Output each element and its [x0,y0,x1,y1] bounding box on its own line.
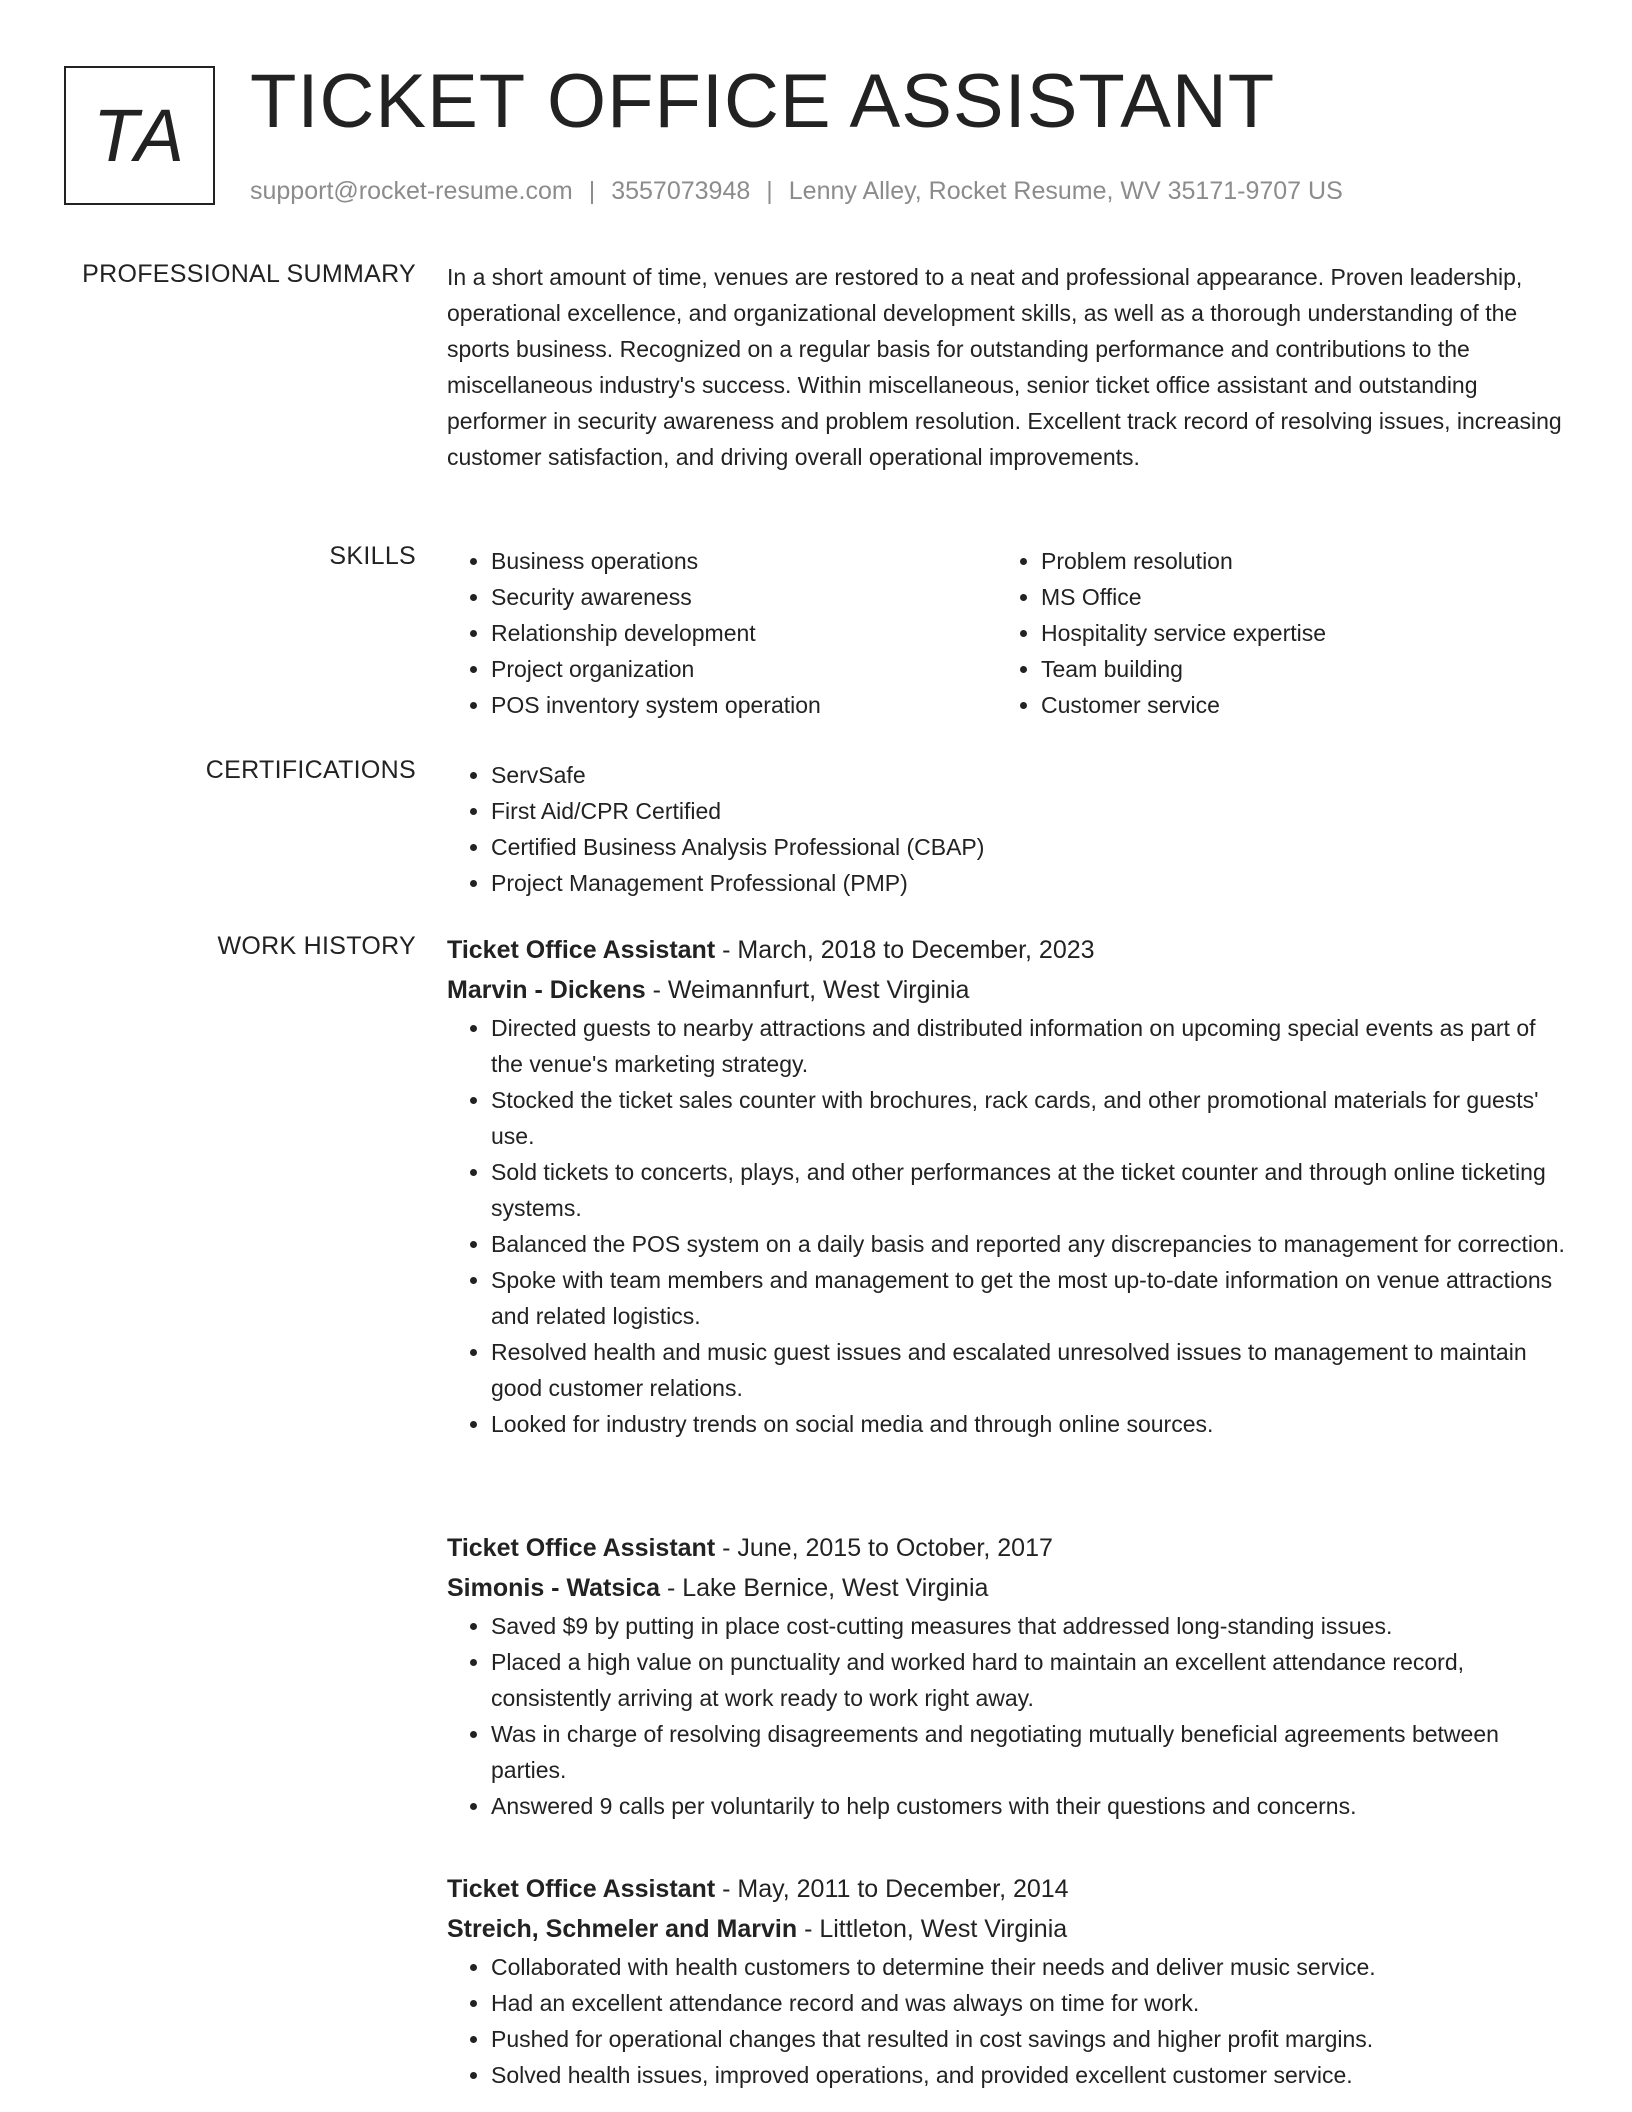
job-entry [447,1869,1567,2093]
contact-separator: | [588,177,596,205]
certification-item: • First Aid/CPR Certified [491,793,1567,829]
job-role-line [447,930,1567,970]
certification-item: • Certified Business Analysis Professional (CBAP) [491,829,1567,865]
skill-item: • Hospitality service expertise [1041,615,1557,651]
job-company-line [447,1909,1567,1949]
job-duties-list [447,1949,1567,2093]
job-dates: - June, 2015 to October, 2017 [715,1534,1053,1562]
job-duty-item: • Spoke with team members and management to get the most up-to-date information on venue attractions and related logistics. [491,1262,1567,1334]
job-entry [447,930,1567,1442]
skill-item: • Business operations [491,543,997,579]
job-duty-item: • Balanced the POS system on a daily basis and reported any discrepancies to management for correction. [491,1226,1567,1262]
job-dates: - March, 2018 to December, 2023 [715,936,1095,964]
job-dates: - May, 2011 to December, 2014 [715,1875,1069,1903]
section-title-work-history: WORK HISTORY [217,932,416,960]
contact-separator: | [766,177,773,205]
job-duty-item: • Answered 9 calls per voluntarily to help customers with their questions and concerns. [491,1788,1567,1824]
job-location: - Littleton, West Virginia [797,1915,1068,1943]
contact-line [250,174,1343,208]
job-company: Simonis - Watsica [447,1574,661,1602]
job-role: Ticket Office Assistant [447,1875,716,1903]
contact-phone: 3557073948 [611,177,751,205]
job-entry [447,1528,1567,1824]
monogram-logo: TA [64,66,215,205]
certifications-section [447,757,1567,901]
skills-section [447,543,1567,723]
job-company: Marvin - Dickens [447,976,646,1004]
job-company-line [447,1568,1567,1608]
certification-item: • Project Management Professional (PMP) [491,865,1567,901]
job-duty-item: • Stocked the ticket sales counter with brochures, rack cards, and other promotional materials for guests' use. [491,1082,1567,1154]
job-duty-item: • Collaborated with health customers to determine their needs and deliver music service. [491,1949,1567,1985]
skills-list-left [447,543,997,723]
job-duties-list [447,1608,1567,1824]
job-company-line [447,970,1567,1010]
skill-item: • Security awareness [491,579,997,615]
resume-title: TICKET OFFICE ASSISTANT [250,59,1276,144]
job-duty-item: • Solved health issues, improved operations, and provided excellent customer service. [491,2057,1567,2093]
job-role-line [447,1528,1567,1568]
contact-address: Lenny Alley, Rocket Resume, WV 35171-9707 US [788,177,1343,205]
job-role-line [447,1869,1567,1909]
job-location: - Lake Bernice, West Virginia [660,1574,989,1602]
job-role: Ticket Office Assistant [447,1534,716,1562]
job-duty-item: • Saved $9 by putting in place cost-cutting measures that addressed long-standing issues. [491,1608,1567,1644]
job-duty-item: • Directed guests to nearby attractions and distributed information on upcoming special events as part of the venue's marketing strategy. [491,1010,1567,1082]
section-title-certifications: CERTIFICATIONS [205,756,416,784]
contact-email: support@rocket-resume.com [250,177,573,205]
section-title-skills: SKILLS [329,542,416,570]
skill-item: • Team building [1041,651,1557,687]
job-location: - Weimannfurt, West Virginia [645,976,970,1004]
job-duty-item: • Sold tickets to concerts, plays, and other performances at the ticket counter and through online ticketing systems. [491,1154,1567,1226]
certification-item: • ServSafe [491,757,1567,793]
job-duty-item: • Looked for industry trends on social media and through online sources. [491,1406,1567,1442]
certifications-list [447,757,1567,901]
job-duty-item: • Pushed for operational changes that resulted in cost savings and higher profit margins. [491,2021,1567,2057]
skill-item: • Problem resolution [1041,543,1557,579]
job-role: Ticket Office Assistant [447,936,716,964]
job-duties-list [447,1010,1567,1442]
summary-text: In a short amount of time, venues are restored to a neat and professional appearance. Proven leadership, operational excellence, and organizational development skills, as well as a thorough understanding of the sports business. Recognized on a regular basis for outstanding performance and contributions to the miscellaneous industry's success. Within miscellaneous, senior ticket office assistant and outstanding performer in security awareness and problem resolution. Excellent track record of resolving issues, increasing customer satisfaction, and driving overall operational improvements. [447,264,1562,470]
skill-item: • Project organization [491,651,997,687]
skill-item: • Customer service [1041,687,1557,723]
section-title-summary: PROFESSIONAL SUMMARY [82,260,416,288]
skill-item: • MS Office [1041,579,1557,615]
job-duty-item: • Was in charge of resolving disagreements and negotiating mutually beneficial agreements between parties. [491,1716,1567,1788]
job-company: Streich, Schmeler and Marvin [447,1915,798,1943]
skill-item: • POS inventory system operation [491,687,997,723]
job-duty-item: • Resolved health and music guest issues and escalated unresolved issues to management to maintain good customer relations. [491,1334,1567,1406]
skill-item: • Relationship development [491,615,997,651]
skills-list-right [997,543,1557,723]
summary-section [447,259,1567,475]
job-duty-item: • Had an excellent attendance record and was always on time for work. [491,1985,1567,2021]
job-duty-item: • Placed a high value on punctuality and worked hard to maintain an excellent attendance record, consistently arriving at work ready to work right away. [491,1644,1567,1716]
